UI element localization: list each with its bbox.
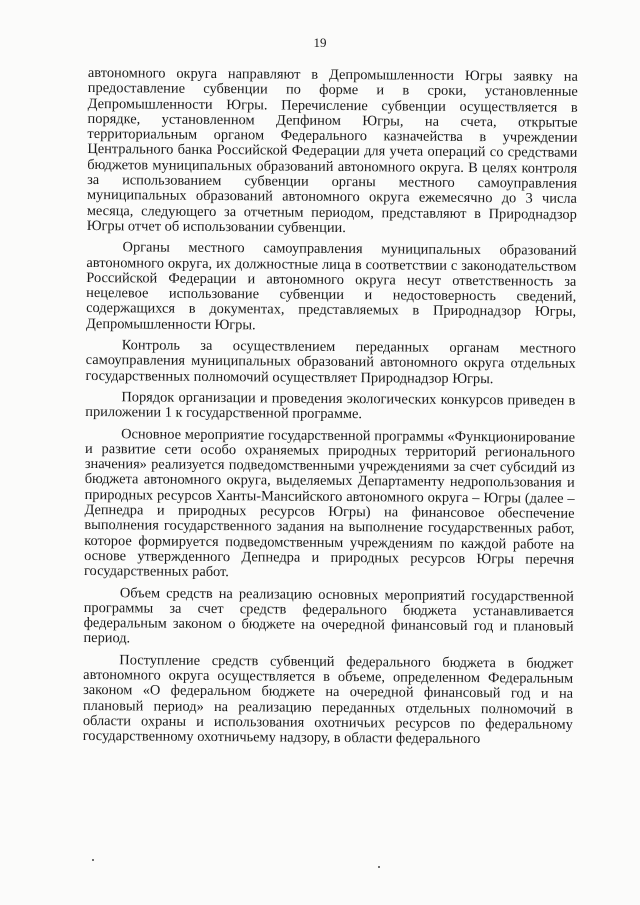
paragraph: Объем средств на реализацию основных мероприятий государственной программы за счет средств федерального бюджета устанавливается федеральным законом о бюджете на очередной финансовый год и плановый период. [83,584,574,647]
scan-speck [92,859,94,861]
page-number: 19 [313,35,327,50]
paragraph: Основное мероприятие государственной программы «Функционирование и развитие сети особо охраняемых природных территорий регионального значения» реализуется подведомственными учреждениями за счет субсидий из бюджета автономного округа, выделяемых Департаменту недропользования и природных ресурсов Ханты-Мансийского автономного округа – Югры (далее – Депнедра и природных ресурсов Югры) на финансовое обеспечение выполнения государственного задания на выполнение государственных работ, которое формируется подведомственным учреждениям по каждой работе на основе утвержденного Депнедра и природных ресурсов Югры перечня государственных работ. [83,425,576,581]
paragraph: Контроль за осуществлением переданных органам местного самоуправления муниципальных образований автономного округа отдельных государственных полномочий осуществляет Природнадзор Югры. [85,337,576,387]
paragraph: Порядок организации и проведения экологических конкурсов приведен в приложении 1 к государственной программе. [85,389,576,423]
paragraph: Органы местного самоуправления муниципальных образований автономного округа, их должностные лица в соответствии с законодательством Российской Федерации и автономного округа несут ответственность за нецелевое использование субвенции и недостоверность сведений, содержащихся в документах, представляемых в Природнадзор Югры, Депромышленности Югры. [85,239,577,334]
paragraph: автономного округа направляют в Депромышленности Югры заявку на предоставление субвенции по форме и в сроки, установленные Депромышленности Югры. Перечисление субвенции осуществляется в порядке, установленном Депфином Югры, на счета, открытые территориальным органом Федерального казначейства в учреждении Центрального банка Российской Федерации для учета операций со средствами бюджетов муниципальных образований автономного округа. В целях контроля за использованием субвенции органы местного самоуправления муниципальных образований автономного округа ежемесячно до 3 числа месяца, следующего за отчетным периодом, представляют в Природнадзор Югры отчет об использовании субвенции. [86,65,578,236]
scan-speck [378,866,380,868]
paragraph: Поступление средств субвенций федерального бюджета в бюджет автономного округа осуществляется в объеме, определенном Федеральным законом «О федеральном бюджете на очередной финансовый год и на плановый период» на реализацию переданных отдельных полномочий в области охраны и использования охотничьих ресурсов по федеральному государственному охотничьему надзору, в области федерального [82,651,574,748]
body-text [83,66,578,754]
